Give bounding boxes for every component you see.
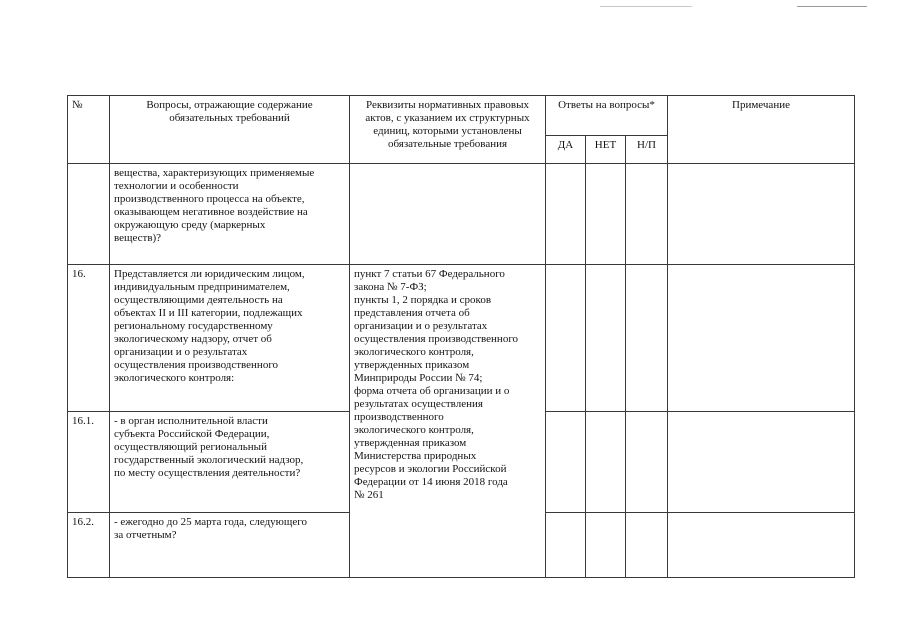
row-requisites	[350, 164, 546, 265]
answer-yes-cell[interactable]	[546, 412, 586, 513]
header-note: Примечание	[668, 96, 855, 164]
answer-no-cell[interactable]	[586, 164, 626, 265]
note-cell[interactable]	[668, 412, 855, 513]
row-question: Представляется ли юридическим лицом, индивидуальным предпринимателем, осуществляющими деятельность на объектах II и III категории, подлежащих региональному государственному экологическому надзору, отчет об организации и о результатах осуществления производственного экологического контроля:	[110, 265, 350, 412]
table-row	[68, 164, 855, 265]
header-no: НЕТ	[586, 136, 626, 164]
row-question: вещества, характеризующих применяемые технологии и особенности производственного процесса на объекте, оказывающем негативное воздействие на окружающую среду (маркерных веществ)?	[110, 164, 350, 265]
header-answers: Ответы на вопросы*	[546, 96, 668, 136]
header-na: Н/П	[626, 136, 668, 164]
answer-yes-cell[interactable]	[546, 265, 586, 412]
answer-no-cell[interactable]	[586, 412, 626, 513]
answer-yes-cell[interactable]	[546, 513, 586, 578]
answer-na-cell[interactable]	[626, 265, 668, 412]
note-cell[interactable]	[668, 265, 855, 412]
scan-mark-right	[797, 6, 867, 7]
table-row	[68, 265, 855, 412]
header-questions: Вопросы, отражающие содержание обязательных требований	[110, 96, 350, 164]
row-number: 16.1.	[68, 412, 110, 513]
header-num: №	[68, 96, 110, 164]
answer-yes-cell[interactable]	[546, 164, 586, 265]
answer-na-cell[interactable]	[626, 513, 668, 578]
answer-na-cell[interactable]	[626, 164, 668, 265]
row-number: 16.	[68, 265, 110, 412]
row-number: 16.2.	[68, 513, 110, 578]
note-cell[interactable]	[668, 164, 855, 265]
answer-no-cell[interactable]	[586, 513, 626, 578]
checklist-table	[67, 95, 855, 578]
row-question: - в орган исполнительной власти субъекта Российской Федерации, осуществляющий региональный государственный экологический надзор, по месту осуществления деятельности?	[110, 412, 350, 513]
header-requisites: Реквизиты нормативных правовых актов, с указанием их структурных единиц, которыми установлены обязательные требования	[350, 96, 546, 164]
header-yes: ДА	[546, 136, 586, 164]
row-question: - ежегодно до 25 марта года, следующего за отчетным?	[110, 513, 350, 578]
row-requisites: пункт 7 статьи 67 Федерального закона № 7-ФЗ; пункты 1, 2 порядка и сроков представления отчета об организации и о результатах осуществления производственного экологического контроля, утвержденных приказом Минприроды России № 74; форма отчета об организации и о результатах осуществления производственного экологического контроля, утвержденная приказом Министерства природных ресурсов и экологии Российской Федерации от 14 июня 2018 года № 261	[350, 265, 546, 578]
header-row-top	[68, 96, 855, 136]
scan-mark-left	[600, 6, 692, 7]
answer-no-cell[interactable]	[586, 265, 626, 412]
answer-na-cell[interactable]	[626, 412, 668, 513]
row-number	[68, 164, 110, 265]
note-cell[interactable]	[668, 513, 855, 578]
